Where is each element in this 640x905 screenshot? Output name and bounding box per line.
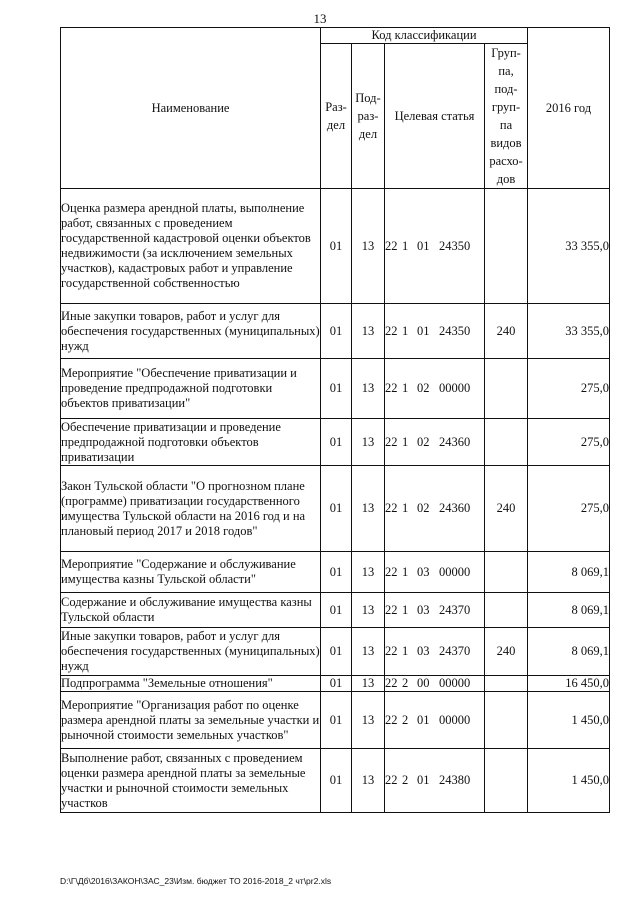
row-group (485, 692, 528, 749)
page-number: 13 (313, 11, 327, 26)
row-amount: 1 450,0 (528, 692, 610, 749)
row-target-subprogram: 2 (402, 773, 409, 787)
row-target-article (385, 419, 485, 466)
header-group: Груп- па, под- груп- па видов расхо- дов (485, 44, 528, 189)
row-target-program: 22 (385, 773, 398, 787)
row-target-direction: 24360 (439, 501, 471, 515)
row-target-program: 22 (385, 381, 398, 395)
row-amount: 8 069,1 (528, 593, 610, 628)
row-subsection: 13 (352, 359, 385, 419)
row-target-direction: 24360 (439, 434, 471, 449)
row-target-event: 01 (417, 323, 430, 338)
row-subsection: 13 (352, 189, 385, 304)
row-target-article (385, 692, 485, 749)
row-subsection: 13 (352, 466, 385, 552)
header-name: Наименование (61, 28, 321, 189)
row-target-subprogram: 1 (402, 501, 409, 515)
row-target-direction: 24380 (439, 773, 471, 787)
row-target-event: 02 (417, 381, 430, 395)
row-subsection: 13 (352, 692, 385, 749)
row-section: 01 (321, 692, 352, 749)
row-section: 01 (321, 749, 352, 813)
row-target-event: 01 (417, 238, 430, 253)
table-row (61, 676, 610, 692)
row-amount: 275,0 (528, 419, 610, 466)
row-name: Иные закупки товаров, работ и услуг для обеспечения государственных (муниципальных) нужд (61, 304, 321, 359)
row-target-subprogram: 1 (402, 644, 409, 658)
row-group (485, 593, 528, 628)
row-target-event: 02 (417, 434, 430, 449)
table-row (61, 749, 610, 813)
row-subsection: 13 (352, 552, 385, 593)
row-target-event: 03 (417, 602, 430, 617)
header-row (61, 28, 610, 44)
row-section: 01 (321, 593, 352, 628)
row-amount: 8 069,1 (528, 552, 610, 593)
row-group (485, 749, 528, 813)
budget-table (60, 27, 610, 813)
row-target-event: 03 (417, 564, 430, 579)
row-target-article (385, 304, 485, 359)
row-section: 01 (321, 676, 352, 692)
row-subsection: 13 (352, 419, 385, 466)
row-target-program: 22 (385, 644, 398, 658)
row-target-event: 01 (417, 773, 430, 787)
row-target-direction: 24370 (439, 602, 471, 617)
row-target-program: 22 (385, 238, 398, 253)
row-amount: 275,0 (528, 466, 610, 552)
row-subsection: 13 (352, 749, 385, 813)
row-target-article (385, 359, 485, 419)
row-subsection: 13 (352, 676, 385, 692)
row-group (485, 189, 528, 304)
row-target-article (385, 628, 485, 676)
row-group (485, 552, 528, 593)
row-name: Иные закупки товаров, работ и услуг для обеспечения государственных (муниципальных) нужд (61, 628, 321, 676)
row-name: Оценка размера арендной платы, выполнение работ, связанных с проведением государственной кадастровой оценки объектов недвижимости (за исключением земельных участков), кадастровых работ и управление государственной собственностью (61, 189, 321, 304)
row-section: 01 (321, 466, 352, 552)
row-subsection: 13 (352, 593, 385, 628)
row-name: Подпрограмма "Земельные отношения" (61, 676, 321, 692)
row-target-program: 22 (385, 434, 398, 449)
row-target-event: 00 (417, 676, 430, 690)
row-section: 01 (321, 552, 352, 593)
row-amount: 16 450,0 (528, 676, 610, 692)
row-target-article (385, 749, 485, 813)
row-target-program: 22 (385, 676, 398, 690)
row-amount: 33 355,0 (528, 189, 610, 304)
row-target-subprogram: 1 (402, 434, 409, 449)
row-amount: 33 355,0 (528, 304, 610, 359)
row-group (485, 676, 528, 692)
row-name: Мероприятие "Организация работ по оценке размера арендной платы за земельные участки и рыночной стоимости земельных участков" (61, 692, 321, 749)
row-target-program: 22 (385, 564, 398, 579)
row-name: Обеспечение приватизации и проведение предпродажной подготовки объектов приватизации (61, 419, 321, 466)
row-section: 01 (321, 419, 352, 466)
table-row (61, 628, 610, 676)
row-amount: 275,0 (528, 359, 610, 419)
row-name: Выполнение работ, связанных с проведением оценки размера арендной платы за земельные участки и рыночной стоимости земельных участков (61, 749, 321, 813)
row-name: Мероприятие "Обеспечение приватизации и проведение предпродажной подготовки объектов приватизации" (61, 359, 321, 419)
row-group (485, 359, 528, 419)
row-target-event: 01 (417, 712, 430, 727)
row-target-program: 22 (385, 712, 398, 727)
row-target-direction: 00000 (439, 712, 471, 727)
row-target-subprogram: 2 (402, 712, 409, 727)
table-row (61, 552, 610, 593)
header-subsection: Под- раз- дел (352, 44, 385, 189)
row-name: Содержание и обслуживание имущества казны Тульской области (61, 593, 321, 628)
row-target-subprogram: 1 (402, 238, 409, 253)
row-name: Мероприятие "Содержание и обслуживание имущества казны Тульской области" (61, 552, 321, 593)
row-target-direction: 24350 (439, 323, 471, 338)
table-row (61, 692, 610, 749)
header-year: 2016 год (528, 28, 610, 189)
row-target-direction: 00000 (439, 564, 471, 579)
row-target-event: 02 (417, 501, 430, 515)
row-target-article (385, 593, 485, 628)
row-target-subprogram: 1 (402, 602, 409, 617)
row-target-event: 03 (417, 644, 430, 658)
header-target: Целевая статья (385, 44, 485, 189)
row-target-subprogram: 2 (402, 676, 409, 690)
row-target-direction: 24350 (439, 238, 471, 253)
row-target-article (385, 676, 485, 692)
row-section: 01 (321, 189, 352, 304)
row-subsection: 13 (352, 628, 385, 676)
row-group: 240 (485, 466, 528, 552)
row-target-subprogram: 1 (402, 564, 409, 579)
row-subsection: 13 (352, 304, 385, 359)
file-path-footer: D:\Г\Дб\2016\ЗАКОН\ЗАС_23\Изм. бюджет ТО 2016-2018_2 чт\pr2.xls (60, 876, 332, 886)
row-target-direction: 00000 (439, 381, 471, 395)
row-section: 01 (321, 304, 352, 359)
table-row (61, 189, 610, 304)
row-amount: 8 069,1 (528, 628, 610, 676)
table-row (61, 359, 610, 419)
row-name: Закон Тульской области "О прогнозном плане (программе) приватизации государственного имущества Тульской области на 2016 год и на плановый период 2017 и 2018 годов" (61, 466, 321, 552)
row-target-program: 22 (385, 602, 398, 617)
row-target-direction: 24370 (439, 644, 471, 658)
row-amount: 1 450,0 (528, 749, 610, 813)
table-row (61, 593, 610, 628)
table-row (61, 466, 610, 552)
header-code: Код классификации (321, 28, 528, 44)
row-target-article (385, 189, 485, 304)
row-target-subprogram: 1 (402, 323, 409, 338)
row-group: 240 (485, 628, 528, 676)
row-target-program: 22 (385, 501, 398, 515)
row-target-article (385, 466, 485, 552)
row-target-direction: 00000 (439, 676, 471, 690)
table-row (61, 304, 610, 359)
row-group (485, 419, 528, 466)
row-target-article (385, 552, 485, 593)
row-target-subprogram: 1 (402, 381, 409, 395)
row-target-program: 22 (385, 323, 398, 338)
row-group: 240 (485, 304, 528, 359)
table-row (61, 419, 610, 466)
row-section: 01 (321, 359, 352, 419)
row-section: 01 (321, 628, 352, 676)
header-section: Раз- дел (321, 44, 352, 189)
